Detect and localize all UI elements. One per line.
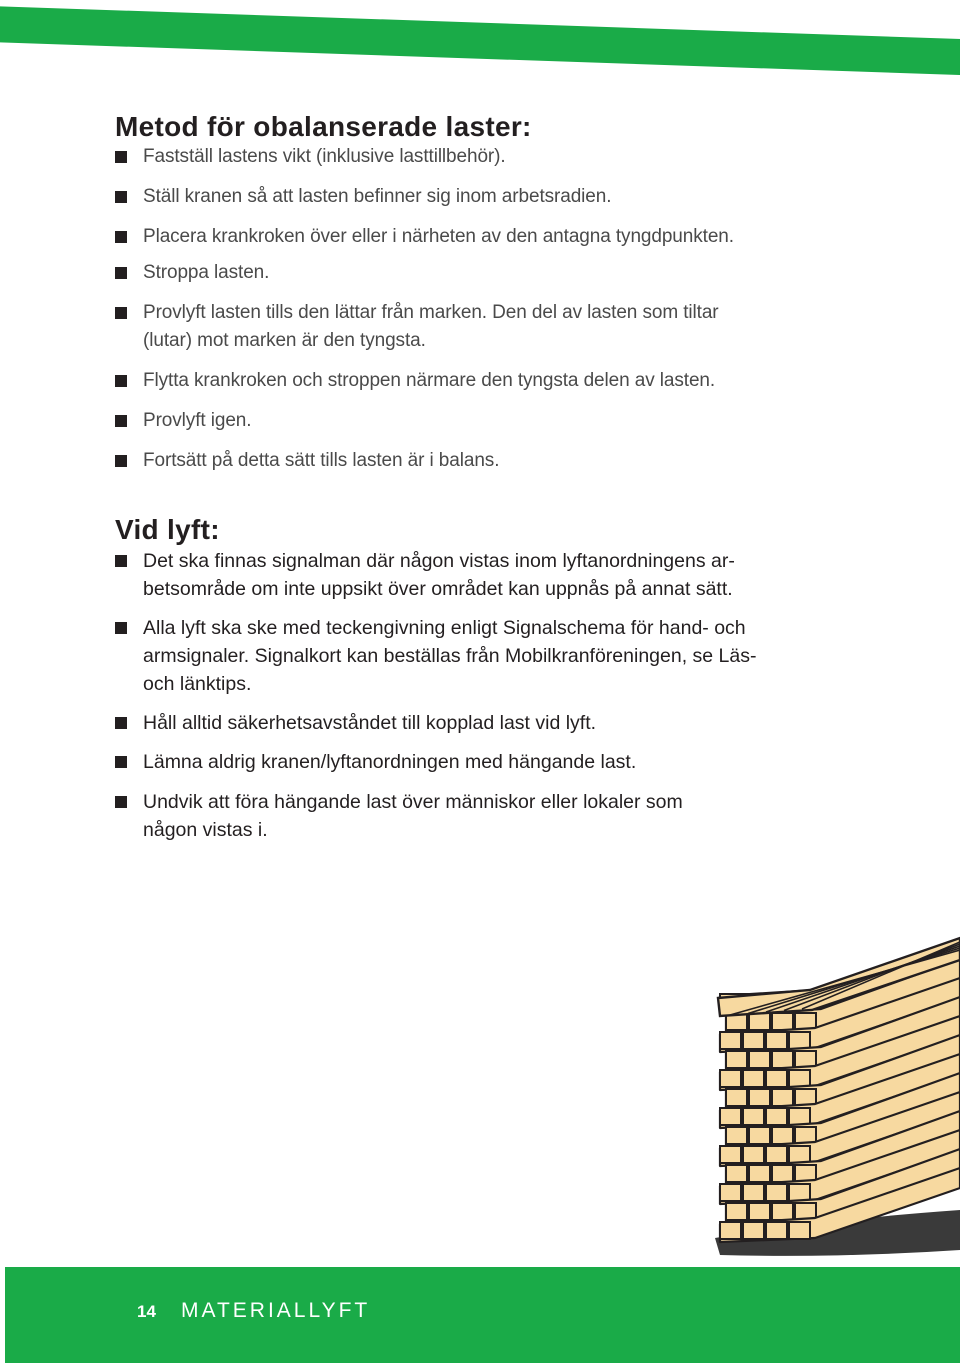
bullet-marker (115, 231, 127, 243)
item-text-line: Det ska finnas signalman där någon vistas inom lyftanordningens ar- (143, 550, 735, 572)
bullet-marker (115, 415, 127, 427)
page-number: 14 (137, 1302, 156, 1321)
list-item (115, 748, 823, 776)
item-text-line: armsignaler. Signalkort kan beställas från Mobilkranföreningen, se Läs- (143, 645, 757, 667)
list-item (115, 299, 823, 355)
list-item (115, 709, 823, 737)
bullet-marker (115, 151, 127, 163)
lumber-stack-icon (700, 920, 960, 1260)
item-text-line: Stroppa lasten. (143, 262, 270, 283)
list-item (115, 788, 823, 844)
list-item (115, 614, 823, 698)
item-text-line: betsområde om inte uppsikt över området kan uppnås på annat sätt. (143, 578, 733, 600)
list-item (115, 259, 823, 287)
item-text-line: (lutar) mot marken är den tyngsta. (143, 330, 426, 351)
item-text-line: och länktips. (143, 673, 252, 695)
item-text-line: Alla lyft ska ske med teckengivning enligt Signalschema för hand- och (143, 617, 746, 639)
item-text-line: Fortsätt på detta sätt tills lasten är i balans. (143, 450, 500, 471)
top-accent-bar (0, 6, 960, 75)
section-heading: Vid lyft: (115, 514, 220, 545)
item-text-line: Flytta krankroken och stroppen närmare den tyngsta delen av lasten. (143, 370, 716, 391)
bullet-marker (115, 555, 127, 567)
item-text-line: någon vistas i. (143, 819, 268, 841)
list-item (115, 183, 823, 211)
bullet-marker (115, 191, 127, 203)
item-text-line: Provlyft lasten tills den lättar från marken. Den del av lasten som tiltar (143, 302, 719, 323)
item-text-line: Provlyft igen. (143, 410, 252, 431)
item-text-line: Håll alltid säkerhetsavståndet till kopplad last vid lyft. (143, 712, 597, 734)
bullet-marker (115, 307, 127, 319)
item-text-line: Undvik att föra hängande last över människor eller lokaler som (143, 791, 683, 813)
list-item (115, 223, 823, 251)
bullet-marker (115, 267, 127, 279)
bullet-marker (115, 622, 127, 634)
footer-title: MATERIALLYFT (181, 1299, 371, 1322)
list-item (115, 407, 823, 435)
list-item (115, 367, 823, 395)
bullet-marker (115, 756, 127, 768)
item-text-line: Lämna aldrig kranen/lyftanordningen med hängande last. (143, 751, 637, 773)
list-item (115, 447, 823, 475)
list-item (115, 547, 823, 603)
item-text-line: Fastställ lastens vikt (inklusive lasttillbehör). (143, 146, 506, 167)
bullet-marker (115, 455, 127, 467)
item-text-line: Ställ kranen så att lasten befinner sig inom arbetsradien. (143, 186, 612, 207)
section-heading: Metod för obalanserade laster: (115, 111, 532, 142)
bullet-marker (115, 717, 127, 729)
bullet-marker (115, 796, 127, 808)
list-item (115, 143, 823, 171)
item-text-line: Placera krankroken över eller i närheten av den antagna tyngdpunkten. (143, 226, 734, 247)
bullet-marker (115, 375, 127, 387)
